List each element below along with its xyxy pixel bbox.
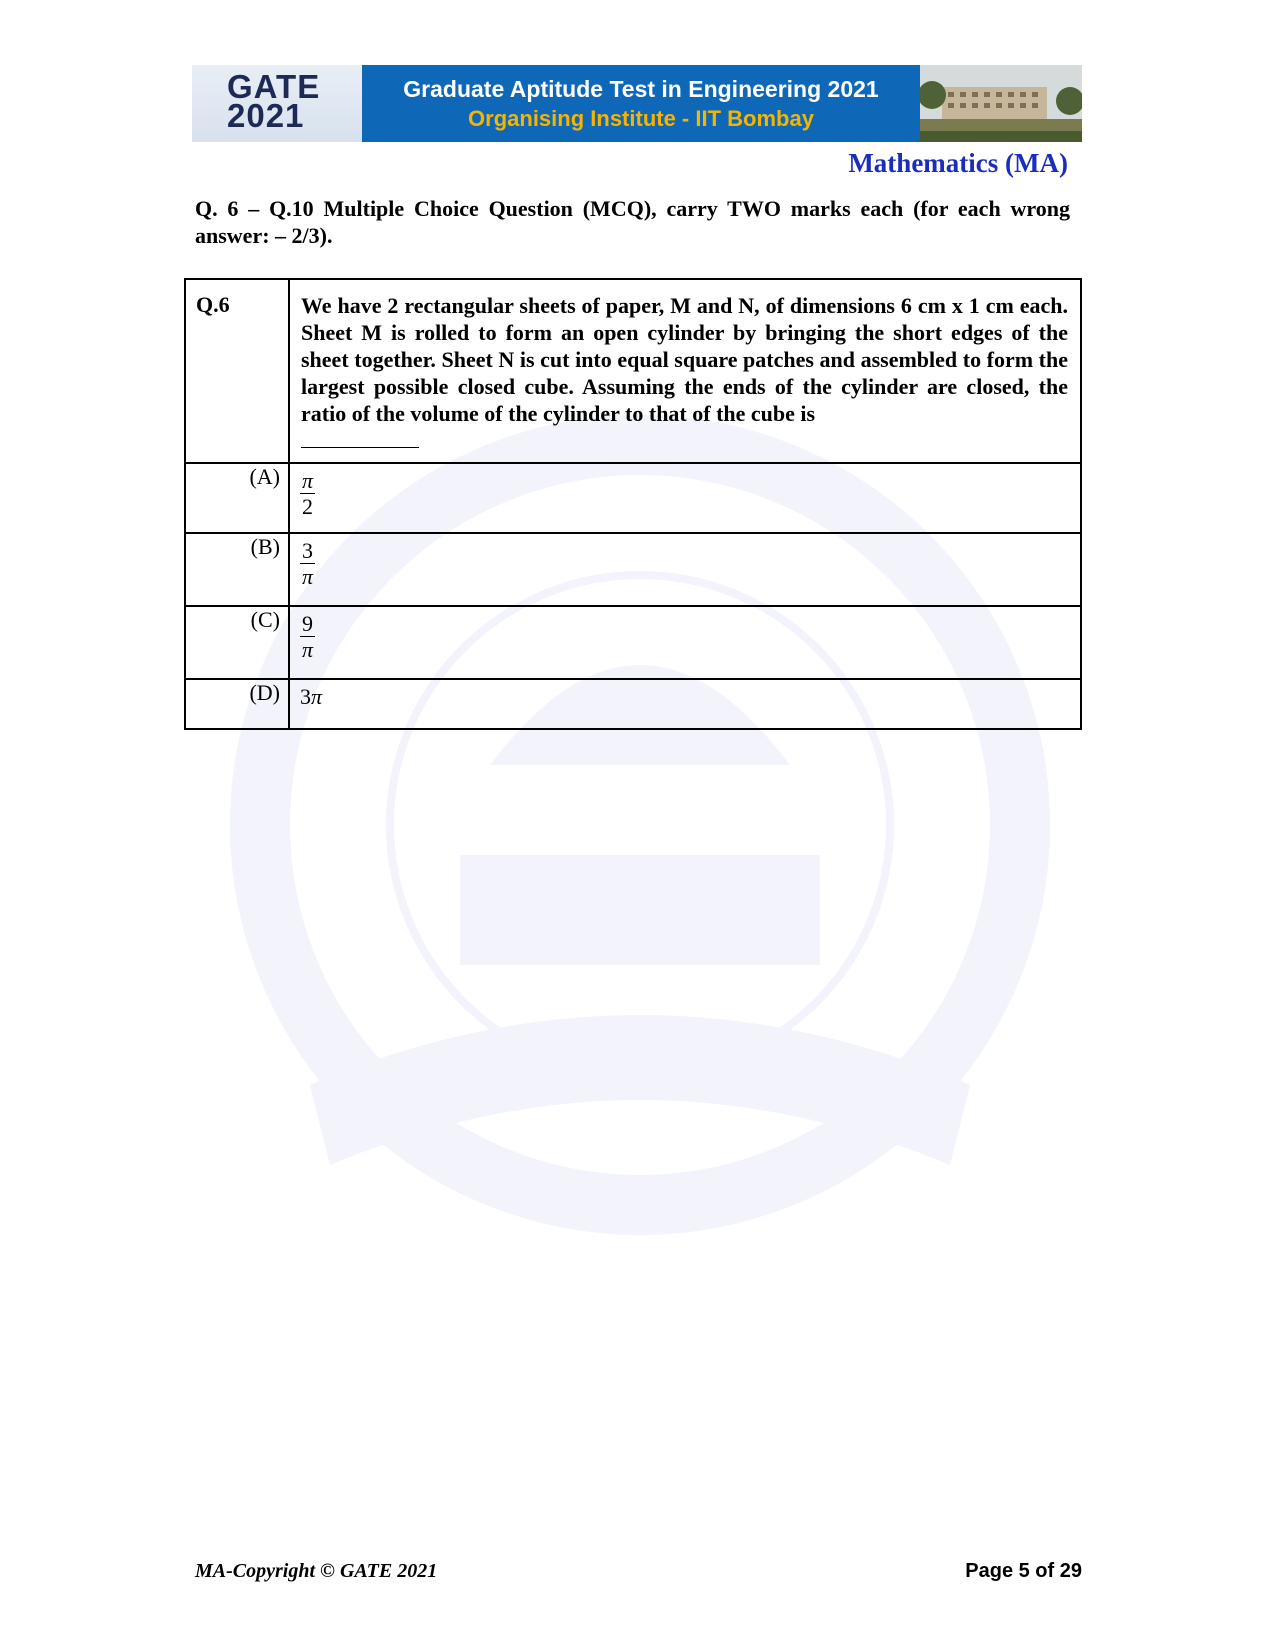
fraction-a xyxy=(300,468,315,519)
fraction-a-denominator: 2 xyxy=(302,494,314,519)
banner-title: Graduate Aptitude Test in Engineering 2021 xyxy=(403,75,879,102)
answer-blank xyxy=(301,446,419,448)
option-row-a xyxy=(185,463,1081,533)
fraction-c xyxy=(300,611,315,662)
option-row-b xyxy=(185,533,1081,606)
option-value-c xyxy=(289,606,1081,679)
option-d-coefficient: 3 xyxy=(300,684,311,709)
logo-year-text: 2021 xyxy=(227,97,305,134)
fraction-b xyxy=(300,538,315,589)
page-total: 29 xyxy=(1059,1560,1082,1582)
fraction-b-denominator: π xyxy=(302,564,314,589)
logo-gate-text: GATE xyxy=(227,68,321,105)
header-banner xyxy=(192,65,1082,142)
subject-title: Mathematics (MA) xyxy=(848,148,1068,178)
question-table xyxy=(184,278,1082,730)
footer-page-number xyxy=(965,1560,1082,1583)
question-row xyxy=(185,279,1081,463)
fraction-a-numerator: π xyxy=(302,468,314,493)
footer-copyright: MA-Copyright © GATE 2021 xyxy=(195,1560,438,1582)
fraction-b-numerator: 3 xyxy=(302,538,314,563)
fraction-c-numerator: 9 xyxy=(302,611,314,636)
question-number: Q.6 xyxy=(185,279,289,463)
page-current: 5 xyxy=(1018,1560,1030,1582)
option-value-b xyxy=(289,533,1081,606)
gate-2021-logo xyxy=(192,65,362,142)
option-value-d xyxy=(289,679,1081,729)
section-instruction: Q. 6 – Q.10 Multiple Choice Question (MCQ), carry TWO marks each (for each wrong answer: – 2/3). xyxy=(195,196,1070,248)
option-label-c: (C) xyxy=(185,606,289,679)
question-stem: We have 2 rectangular sheets of paper, M and N, of dimensions 6 cm x 1 cm each. Sheet M is rolled to form an open cylinder by bringing the short edges of the sheet together. Sheet N is cut into equal square patches and assembled to form the largest possible closed cube. Assuming the ends of the cylinder are closed, the ratio of the volume of the cylinder to that of the cube is xyxy=(301,293,1068,426)
banner-subtitle: Organising Institute - IIT Bombay xyxy=(468,105,814,131)
building-icon xyxy=(920,65,1082,142)
option-value-a xyxy=(289,463,1081,533)
banner-text-panel xyxy=(362,65,920,142)
option-label-d: (D) xyxy=(185,679,289,729)
option-row-d xyxy=(185,679,1081,729)
question-stem-cell xyxy=(289,279,1081,463)
iit-bombay-building-photo xyxy=(920,65,1082,142)
page-mid: of xyxy=(1029,1560,1060,1582)
option-label-b: (B) xyxy=(185,533,289,606)
fraction-c-denominator: π xyxy=(302,637,314,662)
option-label-a: (A) xyxy=(185,463,289,533)
page-prefix: Page xyxy=(965,1560,1019,1582)
option-d-pi: π xyxy=(311,684,323,709)
option-row-c xyxy=(185,606,1081,679)
